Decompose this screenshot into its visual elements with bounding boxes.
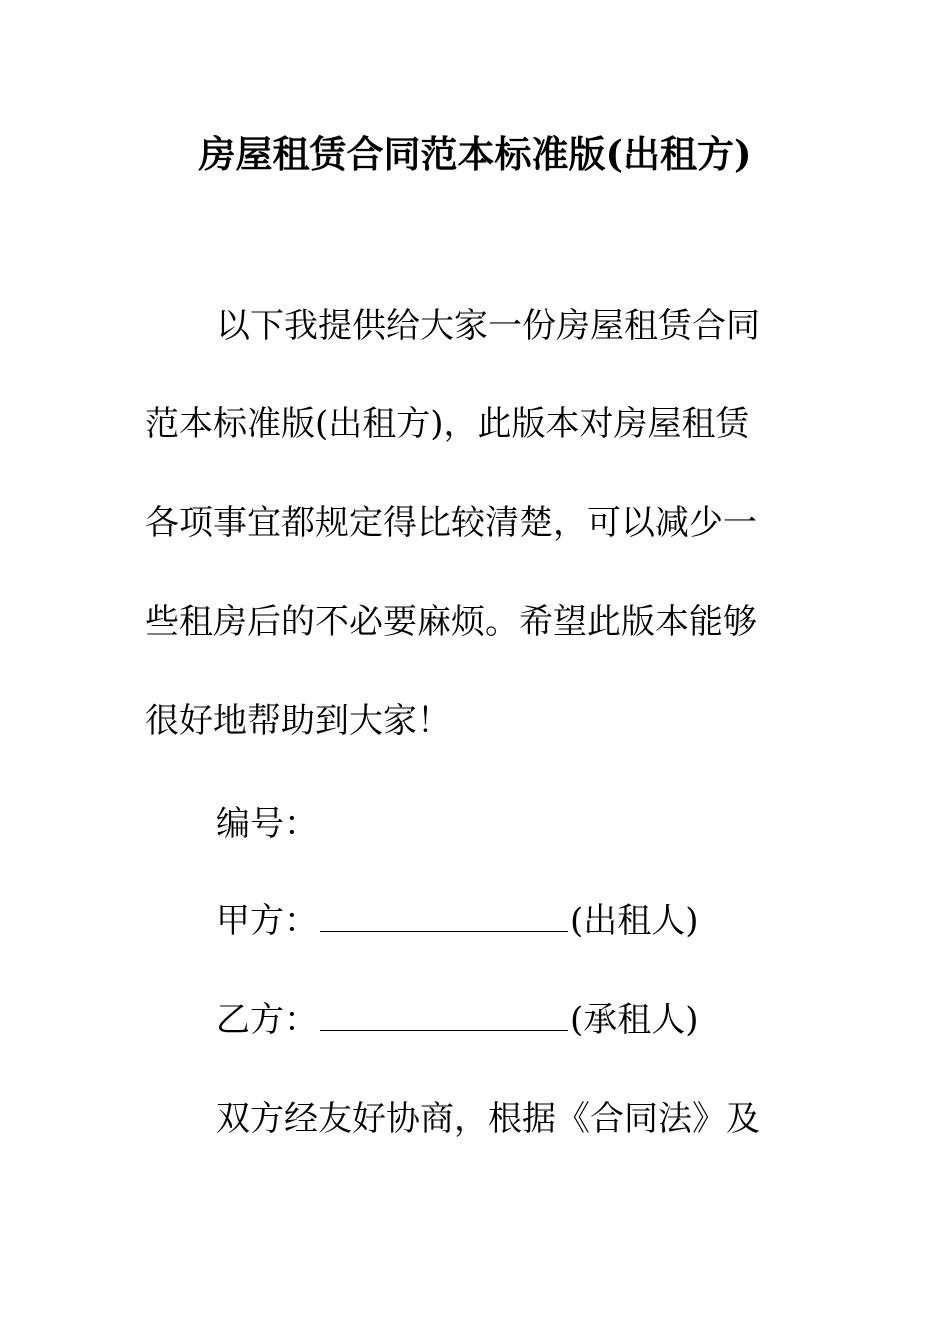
party-b-role: (承租人) [570, 1000, 699, 1040]
contract-number-label: 编号： [216, 804, 318, 844]
party-a-blank-line [320, 901, 568, 932]
intro-line-5: 很好地帮助到大家！ [145, 701, 451, 741]
document-title: 房屋租赁合同范本标准版(出租方) [198, 132, 752, 176]
intro-line-1: 以下我提供给大家一份房屋租赁合同 [216, 306, 760, 346]
party-b-label: 乙方： [216, 1000, 318, 1040]
party-a-label: 甲方： [216, 901, 318, 941]
party-a-role: (出租人) [570, 901, 699, 941]
party-b-blank-line [320, 1000, 568, 1031]
party-a-row [216, 897, 699, 945]
intro-line-4: 些租房后的不必要麻烦。希望此版本能够 [145, 602, 757, 642]
closing-line: 双方经友好协商，根据《合同法》及 [216, 1099, 760, 1139]
party-b-row [216, 996, 699, 1044]
intro-line-3: 各项事宜都规定得比较清楚，可以减少一 [145, 503, 757, 543]
intro-line-2: 范本标准版(出租方)，此版本对房屋租赁 [145, 404, 750, 444]
